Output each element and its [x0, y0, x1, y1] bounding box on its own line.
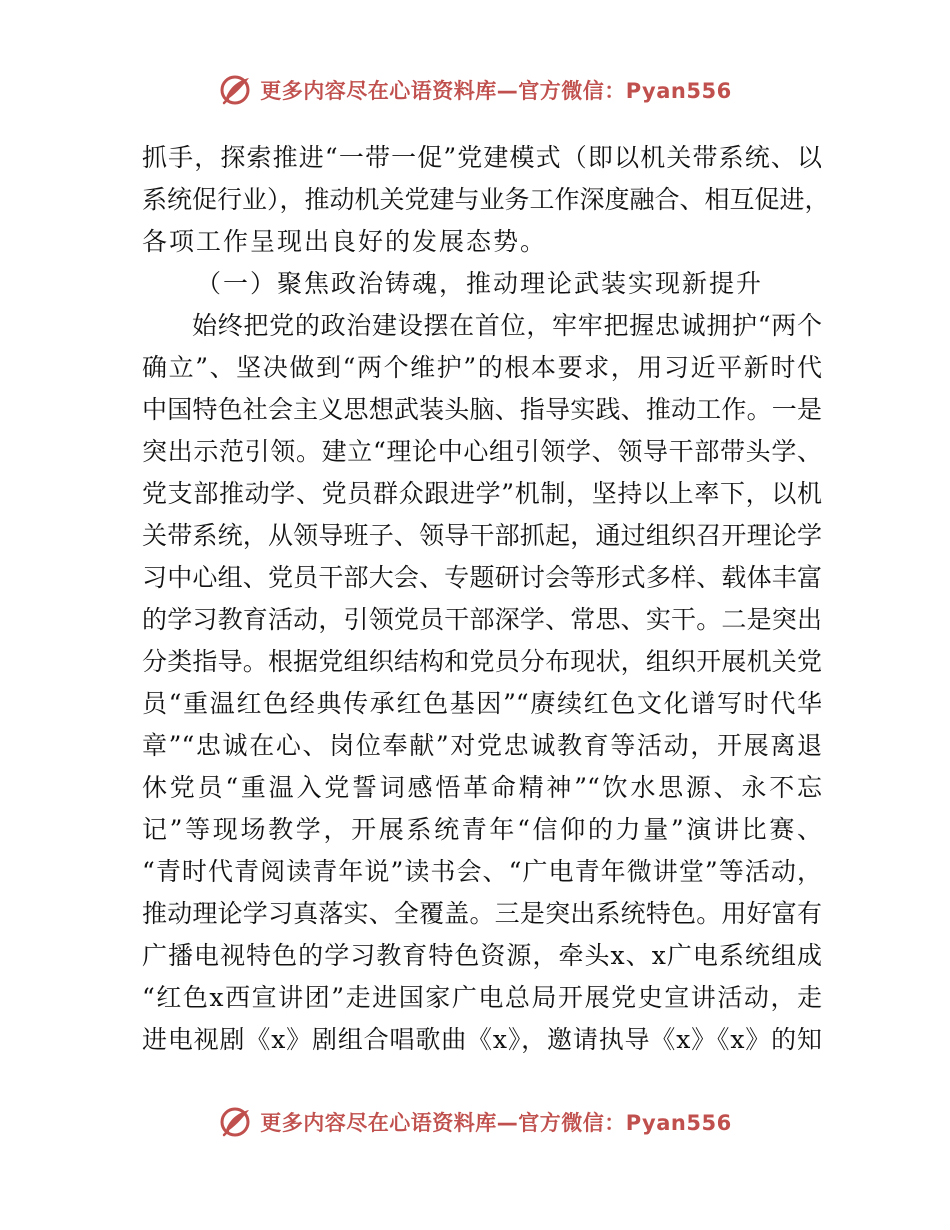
paragraph-line: 系统促行业），推动机关党建与业务工作深度融合、相互促进，: [142, 185, 830, 214]
paragraph-line: 记”等现场教学，开展系统青年“信仰的力量”演讲比赛、: [142, 815, 822, 844]
paragraph-line: 员“重温红色经典传承红色基因”“赓续红色文化谱写时代华: [142, 689, 822, 718]
leaf-pen-logo-icon: [218, 1104, 254, 1140]
footer-banner-text: 更多内容尽在心语资料库—官方微信：Pyan556: [260, 1111, 732, 1135]
footer-banner: [0, 1102, 950, 1142]
paragraph-line: 休党员“重温入党誓词感悟革命精神”“饮水思源、永不忘: [142, 773, 822, 802]
paragraph-line: 党支部推动学、党员群众跟进学”机制，坚持以上率下，以机: [142, 479, 822, 508]
paragraph-line: 确立”、坚决做到“两个维护”的根本要求，用习近平新时代: [142, 353, 822, 382]
paragraph-line: “红色x西宣讲团”走进国家广电总局开展党史宣讲活动，走: [142, 983, 822, 1012]
paragraph-line: 进电视剧《x》剧组合唱歌曲《x》，邀请执导《x》《x》的知: [142, 1025, 822, 1054]
paragraph-line: 分类指导。根据党组织结构和党员分布现状，组织开展机关党: [142, 647, 822, 676]
paragraph-line: 章”“忠诚在心、岗位奉献”对党忠诚教育等活动，开展离退: [142, 731, 822, 760]
document-body: [142, 137, 830, 1061]
section-heading: （一）聚焦政治铸魂，推动理论武装实现新提升: [196, 269, 764, 298]
header-banner-text: 更多内容尽在心语资料库—官方微信：Pyan556: [260, 79, 732, 103]
paragraph-line: 始终把党的政治建设摆在首位，牢牢把握忠诚拥护“两个: [192, 311, 822, 340]
paragraph-line: 习中心组、党员干部大会、专题研讨会等形式多样、载体丰富: [142, 563, 822, 592]
paragraph-line: “青时代青阅读青年说”读书会、“广电青年微讲堂”等活动，: [142, 857, 822, 886]
paragraph-line: 推动理论学习真落实、全覆盖。三是突出系统特色。用好富有: [142, 899, 822, 928]
header-banner: [0, 70, 950, 110]
paragraph-line: 抓手，探索推进“一带一促”党建模式（即以机关带系统、以: [142, 143, 822, 172]
leaf-pen-logo-icon: [218, 72, 254, 108]
paragraph-line: 广播电视特色的学习教育特色资源，牵头x、x广电系统组成: [142, 941, 822, 970]
paragraph-line: 中国特色社会主义思想武装头脑、指导实践、推动工作。一是: [142, 395, 822, 424]
paragraph-line: 各项工作呈现出良好的发展态势。: [142, 227, 548, 256]
paragraph-line: 的学习教育活动，引领党员干部深学、常思、实干。二是突出: [142, 605, 822, 634]
paragraph-line: 突出示范引领。建立“理论中心组引领学、领导干部带头学、: [142, 437, 822, 466]
paragraph-line: 关带系统，从领导班子、领导干部抓起，通过组织召开理论学: [142, 521, 822, 550]
